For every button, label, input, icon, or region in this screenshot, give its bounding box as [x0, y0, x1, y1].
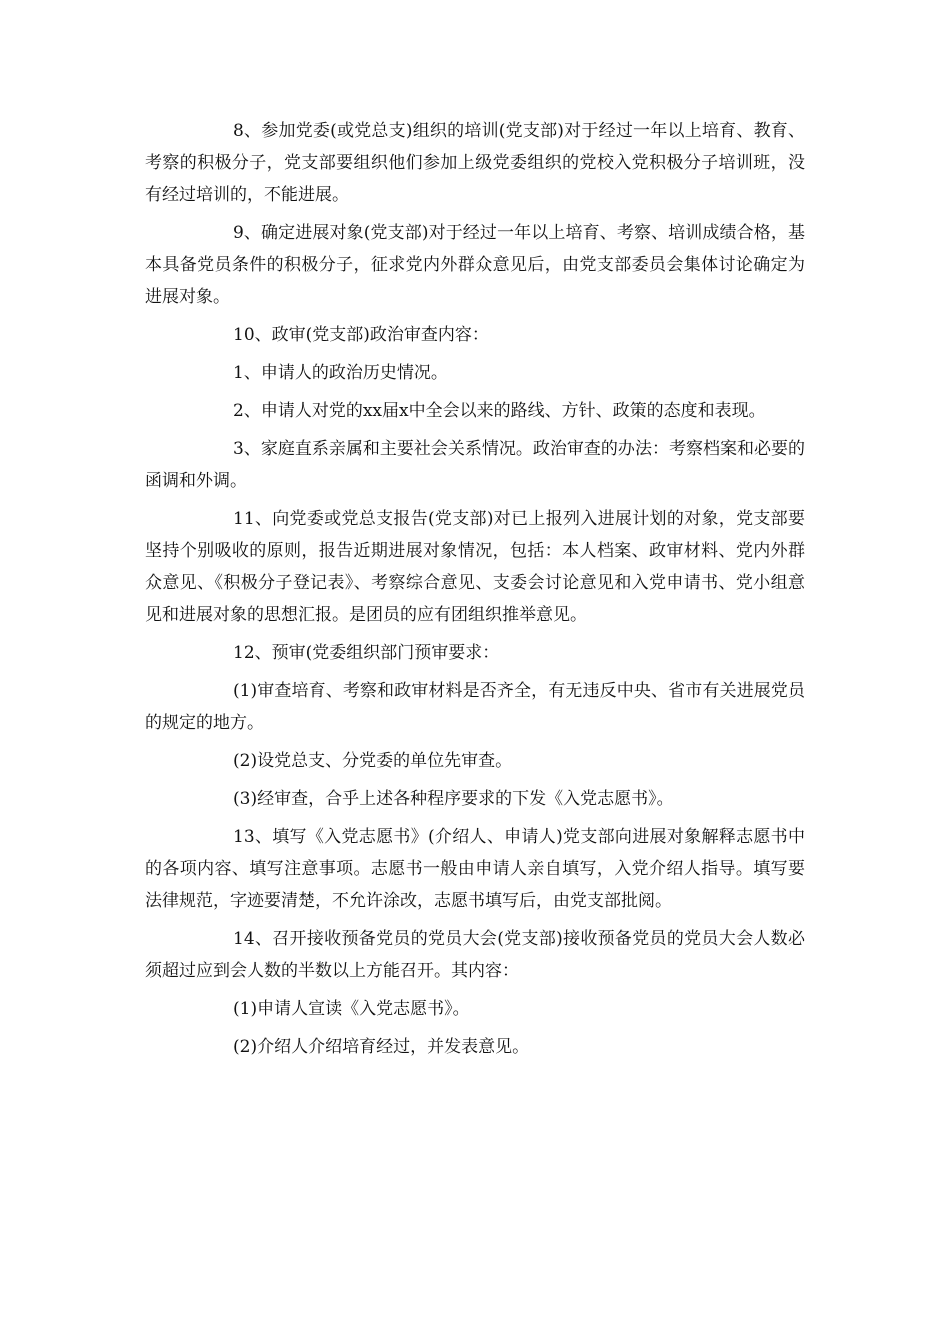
- paragraph-12-item-3: (3)经审查，合乎上述各种程序要求的下发《入党志愿书》。: [233, 789, 674, 809]
- paragraph-9-development-target: 9、确定进展对象(党支部)对于经过一年以上培育、考察、培训成绩合格，基本具备党员条件的积极分子，征求党内外群众意见后，由党支部委员会集体讨论确定为进展对象。: [145, 223, 805, 307]
- paragraph-12-item-1: (1)审查培育、考察和政审材料是否齐全，有无违反中央、省市有关进展党员的规定的地方。: [145, 681, 805, 733]
- paragraph-10-item-2: 2、申请人对党的xx届x中全会以来的路线、方针、政策的态度和表现。: [233, 401, 766, 421]
- paragraph-10-item-3: 3、家庭直系亲属和主要社会关系情况。政治审查的办法：考察档案和必要的函调和外调。: [145, 439, 805, 491]
- paragraph-13-fill-form: 13、填写《入党志愿书》(介绍人、申请人)党支部向进展对象解释志愿书中的各项内容、填写注意事项。志愿书一般由申请人亲自填写，入党介绍人指导。填写要法律规范，字迹要清楚，不允许涂改，志愿书填写后，由党支部批阅。: [145, 827, 805, 911]
- paragraph-14-item-2: (2)介绍人介绍培育经过，并发表意见。: [233, 1037, 530, 1057]
- document-body: [145, 115, 805, 1069]
- paragraph-8-training: 8、参加党委(或党总支)组织的培训(党支部)对于经过一年以上培育、教育、考察的积极分子，党支部要组织他们参加上级党委组织的党校入党积极分子培训班，没有经过培训的，不能进展。: [145, 121, 805, 205]
- paragraph-14-meeting: 14、召开接收预备党员的党员大会(党支部)接收预备党员的党员大会人数必须超过应到会人数的半数以上方能召开。其内容：: [145, 929, 805, 981]
- paragraph-10-political-review: 10、政审(党支部)政治审查内容：: [233, 325, 489, 345]
- paragraph-11-report: 11、向党委或党总支报告(党支部)对已上报列入进展计划的对象，党支部要坚持个别吸收的原则，报告近期进展对象情况，包括：本人档案、政审材料、党内外群众意见、《积极分子登记表》、考察综合意见、支委会讨论意见和入党申请书、党小组意见和进展对象的思想汇报。是团员的应有团组织推举意见。: [145, 509, 805, 625]
- paragraph-12-pre-review: 12、预审(党委组织部门预审要求：: [233, 643, 500, 663]
- paragraph-14-item-1: (1)申请人宣读《入党志愿书》。: [233, 999, 470, 1019]
- paragraph-10-item-1: 1、申请人的政治历史情况。: [233, 363, 448, 383]
- paragraph-12-item-2: (2)设党总支、分党委的单位先审查。: [233, 751, 513, 771]
